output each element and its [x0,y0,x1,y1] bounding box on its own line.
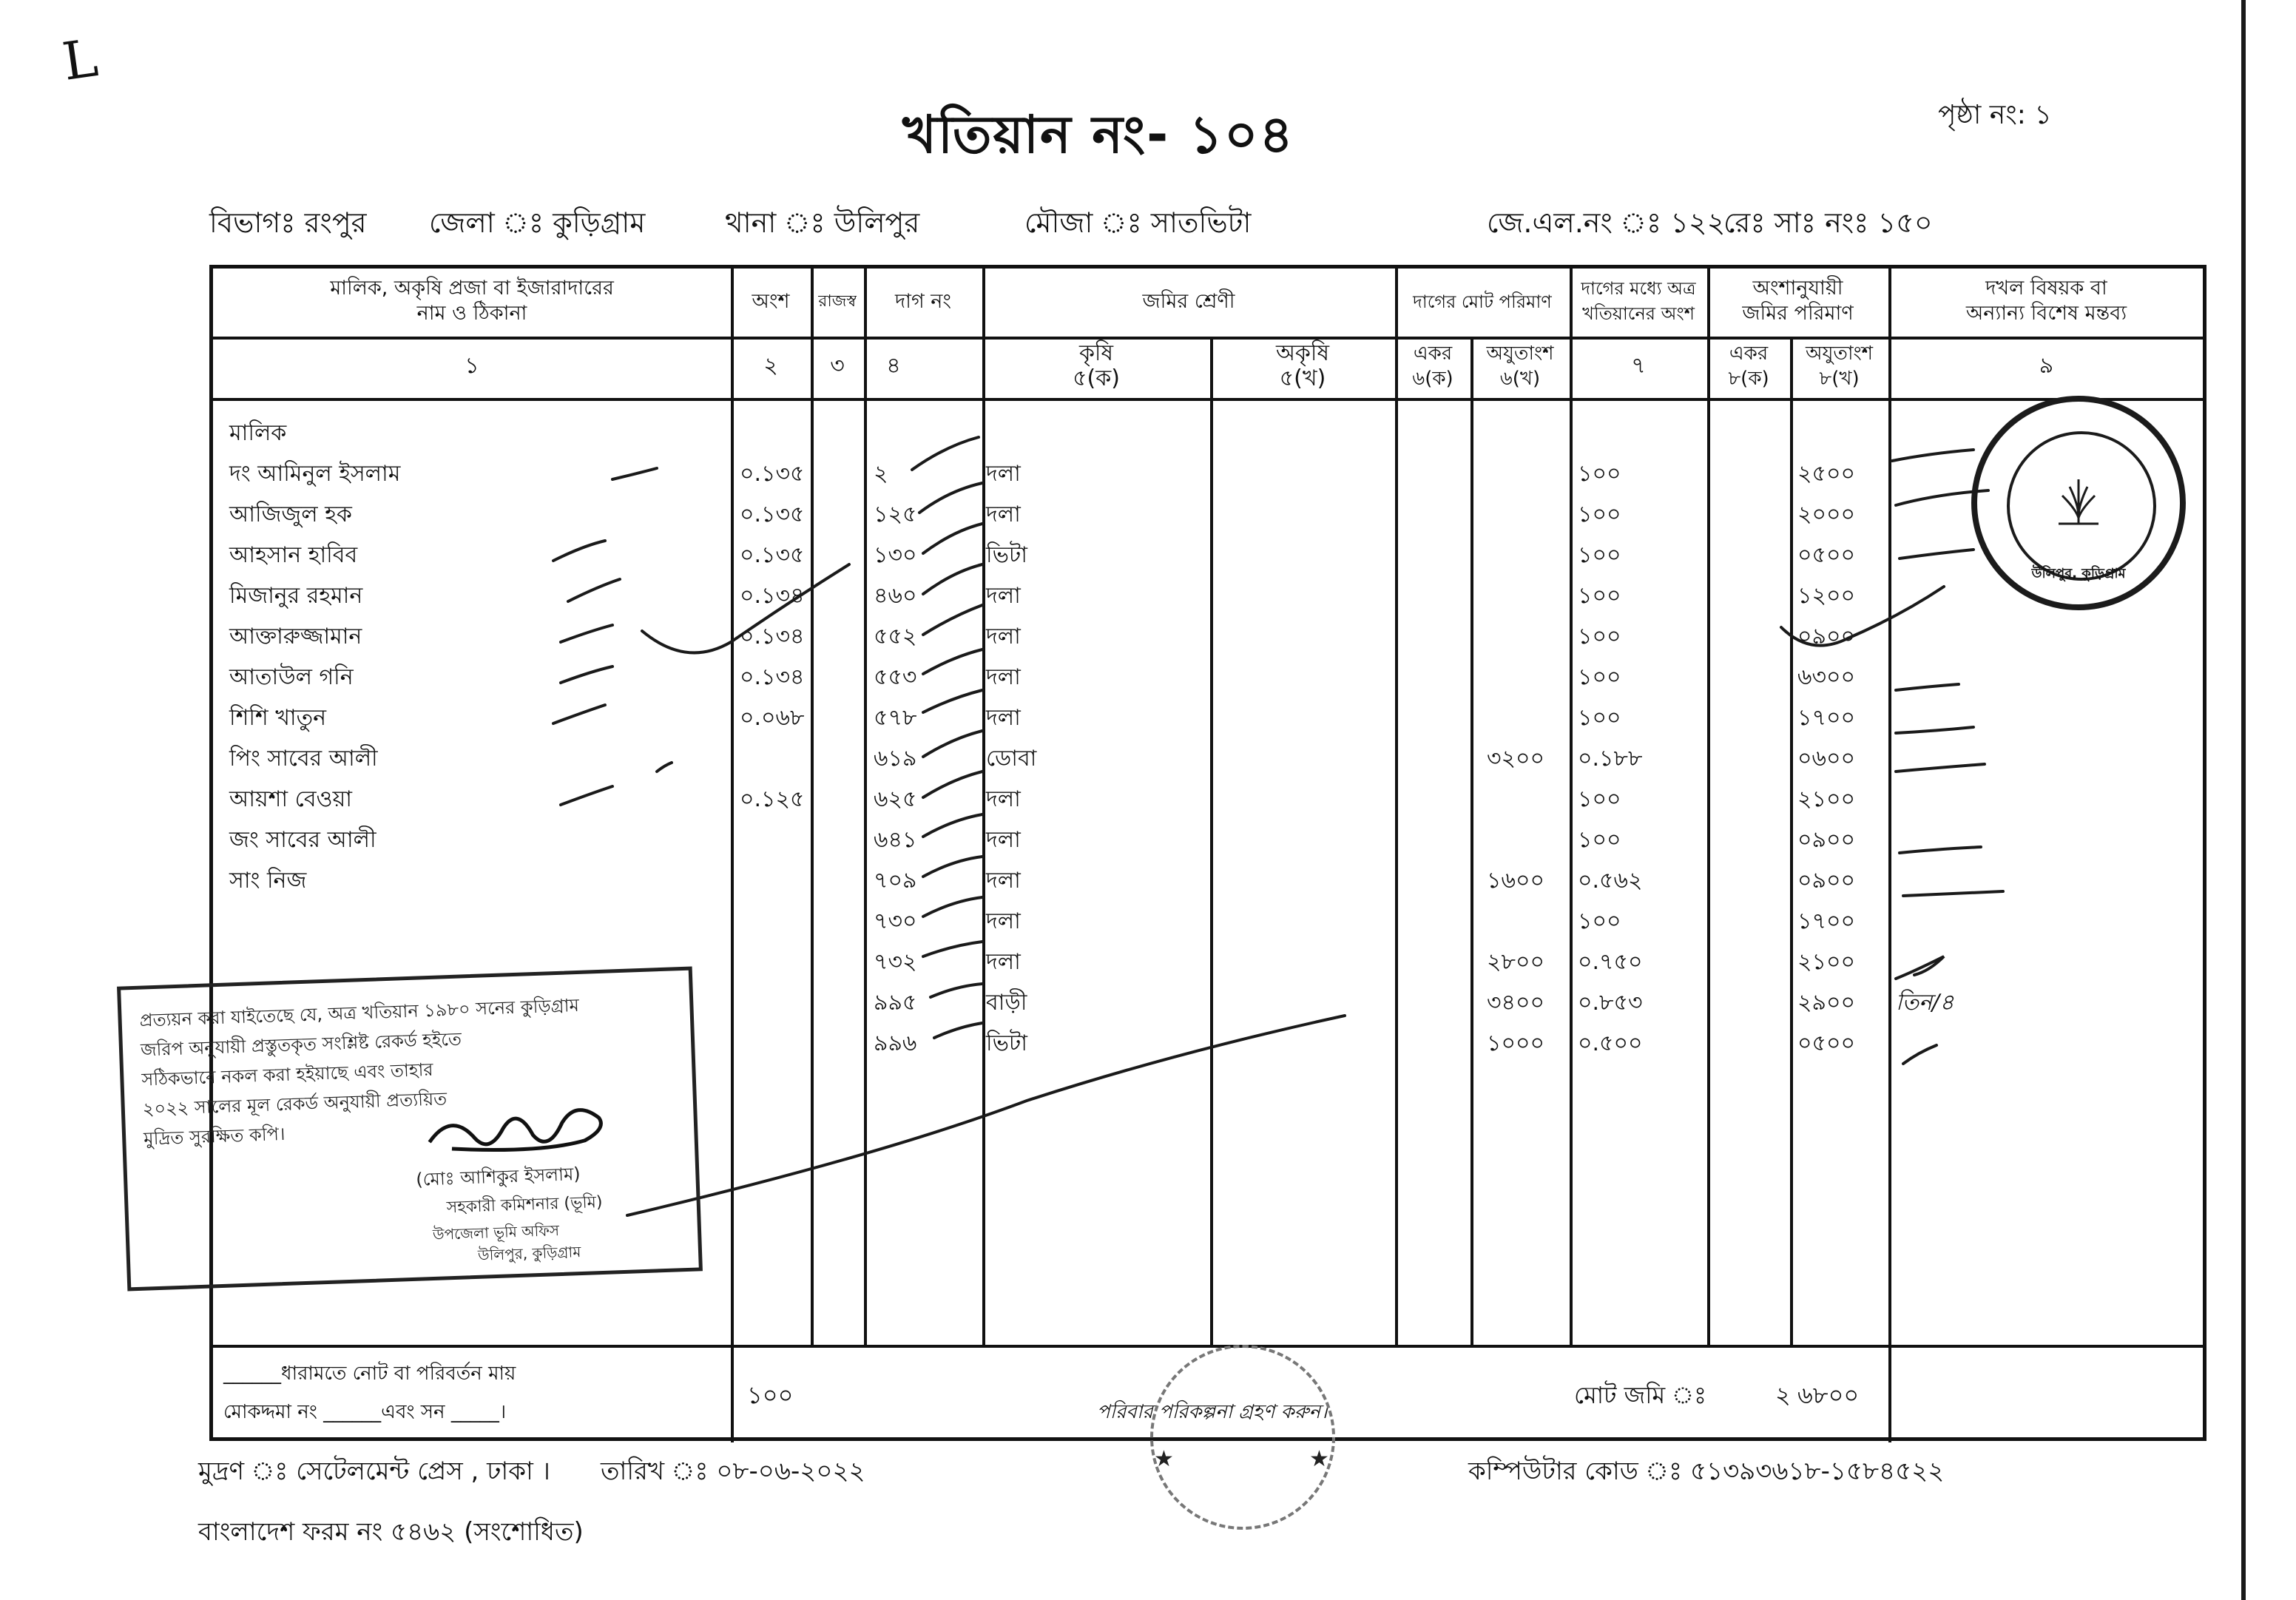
owner-header: মালিক, অকৃষি প্রজা বা ইজারাদারের নাম ও ঠিকানা [330,277,614,325]
dag-share: ১০০ [1578,583,1621,609]
dag-decimal: ৩২০০ [1487,746,1545,772]
owner-share: ০.১৩৫ [740,502,805,527]
land-class: দলা [986,908,1021,934]
owner-name: আয়শা বেওয়া [229,786,352,812]
district-field: জেলা ঃ কুড়িগ্রাম [429,206,646,239]
land-class: বাড়ী [986,990,1027,1016]
owner-name: মিজানুর রহমান [229,583,363,609]
signatory-place: উলিপুর, কুড়িগ্রাম [477,1243,581,1264]
remarks-header: দখল বিষয়ক বা অন্যান্য বিশেষ মন্তব্য [1965,277,2127,325]
dag-share: ১০০ [1578,461,1621,487]
dag-share: ১০০ [1578,786,1621,812]
dag-number: ৫৫২ [874,624,917,649]
land-class: দলা [986,583,1021,609]
dag-number: ৫৫৩ [874,664,917,690]
dag-total-header: দাগের মোট পরিমাণ [1413,291,1552,312]
col-number-1: ১ [465,353,479,379]
land-decimal: ০৫০০ [1797,1030,1855,1056]
owner-name: দং আমিনুল ইসলাম [229,461,401,487]
jl-number-field: জে.এল.নং ঃ ১২২ [1487,206,1726,239]
owner-share: ০.১৩৪ [740,664,805,690]
dag-number: ৬১৯ [874,746,917,772]
dag-number: ৭৩০ [874,908,917,934]
page-title: খতিয়ান নং- ১০৪ [902,104,1294,165]
land-decimal: ১৭০০ [1797,908,1855,934]
dag-no-header: দাগ নং [894,290,952,313]
footer-note-line2: মোকদ্দমা নং ______এবং সন _____। [223,1401,507,1423]
land-decimal: ২১০০ [1797,786,1855,812]
form-number: বাংলাদেশ ফরম নং ৫৪৬২ (সংশোধিত) [198,1517,584,1547]
share-header: অংশ [752,290,790,313]
owner-share: ০.১৩৫ [740,461,805,487]
land-class: দলা [986,786,1021,812]
dag-share: ০.৫০০ [1578,1030,1643,1056]
land-amount-header: অংশানুযায়ী জমির পরিমাণ [1742,277,1854,325]
dag-share: ১০০ [1578,908,1621,934]
col-agri: কৃষি ৫(ক) [1073,340,1120,391]
land-class: ভিটা [986,1030,1027,1056]
dag-number: ৫৭৮ [874,705,917,731]
dag-number: ৭৩২ [874,949,917,975]
col-nonagri: অকৃষি ৫(খ) [1275,340,1330,391]
col-decimal-8b: অযুতাংশ ৮(খ) [1805,342,1874,390]
owner-share: ০.১৩৪ [740,624,805,649]
land-decimal: ১৭০০ [1797,705,1855,731]
dag-share: ১০০ [1578,827,1621,853]
total-decimal: ৬৮০০ [1797,1381,1860,1409]
land-decimal: ২৫০০ [1797,461,1855,487]
star-right-icon: ★ [1309,1446,1329,1472]
signatory-name: (মোঃ আশিকুর ইসলাম) [415,1163,581,1190]
total-acre: ২ [1775,1381,1791,1409]
signatory-role: সহকারী কমিশনার (ভূমি) [446,1192,603,1218]
land-decimal: ০৯০০ [1797,827,1855,853]
dag-number: ৬৪১ [874,827,917,853]
stamp-line-1: প্রত্যয়ন করা যাইতেছে যে, অত্র খতিয়ান ১৯৮০ সনের কুড়িগ্রাম [139,994,580,1031]
dag-share: ০.৫৬২ [1578,868,1643,894]
land-class: দলা [986,624,1021,649]
owner-name: আজিজুল হক [229,502,352,527]
share-total: ১০০ [747,1381,794,1409]
stamp-line-4: ২০২২ সালের মূল রেকর্ড অনুযায়ী প্রত্যয়িত [142,1088,448,1120]
dag-share: ০.৮৫৩ [1578,990,1643,1016]
dag-number: ১৩০ [874,542,917,568]
seal-caption: উলিপুর, কুড়িগ্রাম [2031,566,2126,581]
handwritten-remark: তিন/৪ [1896,990,1954,1016]
col-acre-8a: একর ৮(ক) [1728,342,1769,390]
col-decimal-6b: অযুতাংশ ৬(খ) [1486,342,1554,390]
stamp-line-5: মুদ্রিত সুরক্ষিত কপি। [143,1123,286,1150]
dag-share: ১০০ [1578,502,1621,527]
print-date: তারিখ ঃ ০৮-০৬-২০২২ [601,1456,865,1486]
stamp-line-2: জরিপ অনুযায়ী প্রস্তুতকৃত সংশ্লিষ্ট রেকর্ড হইতে [140,1028,462,1061]
family-planning-slogan: পরিবার পরিকল্পনা গ্রহণ করুন। [1097,1401,1328,1423]
mouza-field: মৌজা ঃ সাতভিটা [1024,206,1252,239]
dag-decimal: ৩৪০০ [1487,990,1544,1016]
owner-name: সাং নিজ [229,868,307,894]
dag-share: ১০০ [1578,542,1621,568]
dag-share: ০.৭৫০ [1578,949,1643,975]
land-class: ভিটা [986,542,1027,568]
col-number-2: ২ [763,353,778,379]
col-number-7: ৭ [1631,353,1646,379]
dag-decimal: ২৮০০ [1487,949,1544,975]
owner-share: ০.১৩৪ [740,583,805,609]
dag-number: ৭০৯ [874,868,917,894]
land-decimal: ০৯০০ [1797,624,1855,649]
thana-field: থানা ঃ উলিপুর [725,206,920,239]
footer-note-line1: ______ধারামতে নোট বা পরিবর্তন মায় [223,1363,516,1385]
land-decimal: ২০০০ [1797,502,1856,527]
dag-share: ০.১৮৮ [1578,746,1643,772]
seal-emblem-icon [2047,472,2110,534]
owner-label: মালিক [229,420,287,446]
page-number: পৃষ্ঠা নং: ১ [1938,100,2052,130]
land-class-header: জমির শ্রেণী [1142,290,1235,313]
land-class: দলা [986,827,1021,853]
land-decimal: ০৫০০ [1797,542,1855,568]
land-class: দলা [986,664,1021,690]
col-number-4: ৪ [886,353,901,379]
col-number-9: ৯ [2039,353,2054,379]
land-decimal: ২১০০ [1797,949,1855,975]
dag-number: ৯৯৫ [874,990,917,1016]
land-class: দলা [986,868,1021,894]
land-decimal: ৬৩০০ [1797,664,1856,690]
land-class: দলা [986,705,1021,731]
star-left-icon: ★ [1154,1446,1174,1472]
division-field: বিভাগঃ রংপুর [209,206,367,239]
dag-number: ৬২৫ [874,786,917,812]
dag-decimal: ১৬০০ [1487,868,1544,894]
land-class: দলা [986,949,1021,975]
official-seal [1971,396,2186,610]
dag-share: ১০০ [1578,624,1621,649]
owner-name: জং সাবের আলী [229,827,377,853]
dag-number: ৯৯৬ [874,1030,917,1056]
owner-name: আতাউল গনি [229,664,354,690]
total-land-label: মোট জমি ঃ [1574,1381,1707,1409]
land-class: দলা [986,461,1021,487]
dag-number: ১২৫ [874,502,917,527]
dag-number: ৪৬০ [874,583,917,609]
land-decimal: ২৯০০ [1797,990,1855,1016]
revenue-header: রাজস্ব [818,292,857,311]
land-decimal: ১২০০ [1797,583,1855,609]
owner-name: আহসান হাবিব [229,542,358,568]
reserve-number-field: রেঃ সাঃ নংঃ ১৫০ [1723,206,1933,239]
computer-code: কম্পিউটার কোড ঃ ৫১৩৯৩৬১৮-১৫৮৪৫২২ [1468,1456,1945,1486]
dag-number: ২ [874,461,888,487]
land-decimal: ০৬০০ [1797,746,1856,772]
signature-icon [421,1098,615,1164]
owner-share: ০.১২৫ [740,786,805,812]
owner-name: শিশি খাতুন [229,705,327,731]
certification-stamp [117,967,703,1292]
land-class: ডোবা [986,746,1037,772]
print-line: মুদ্রণ ঃ সেটেলমেন্ট প্রেস , ঢাকা । [198,1456,550,1486]
owner-name: পিং সাবের আলী [229,746,378,772]
dag-share: ১০০ [1578,705,1621,731]
owner-name: আক্তারুজ্জামান [229,624,362,649]
dag-share: ১০০ [1578,664,1621,690]
dag-decimal: ১০০০ [1487,1030,1544,1056]
signatory-office: উপজেলা ভূমি অফিস [432,1221,560,1243]
land-decimal: ০৯০০ [1797,868,1855,894]
land-class: দলা [986,502,1021,527]
col-acre-6a: একর ৬(ক) [1412,342,1453,390]
owner-share: ০.০৬৮ [740,705,805,731]
stamp-line-3: সঠিকভাবে নকল করা হইয়াছে এবং তাহার [141,1059,434,1090]
corner-mark: L [58,27,101,92]
scan-edge-line [2241,0,2246,1600]
owner-share: ০.১৩৫ [740,542,805,568]
col-number-3: ৩ [830,353,845,379]
faint-seal [1150,1345,1335,1530]
dag-share-header: দাগের মধ্যে অত্র খতিয়ানের অংশ [1581,278,1696,324]
